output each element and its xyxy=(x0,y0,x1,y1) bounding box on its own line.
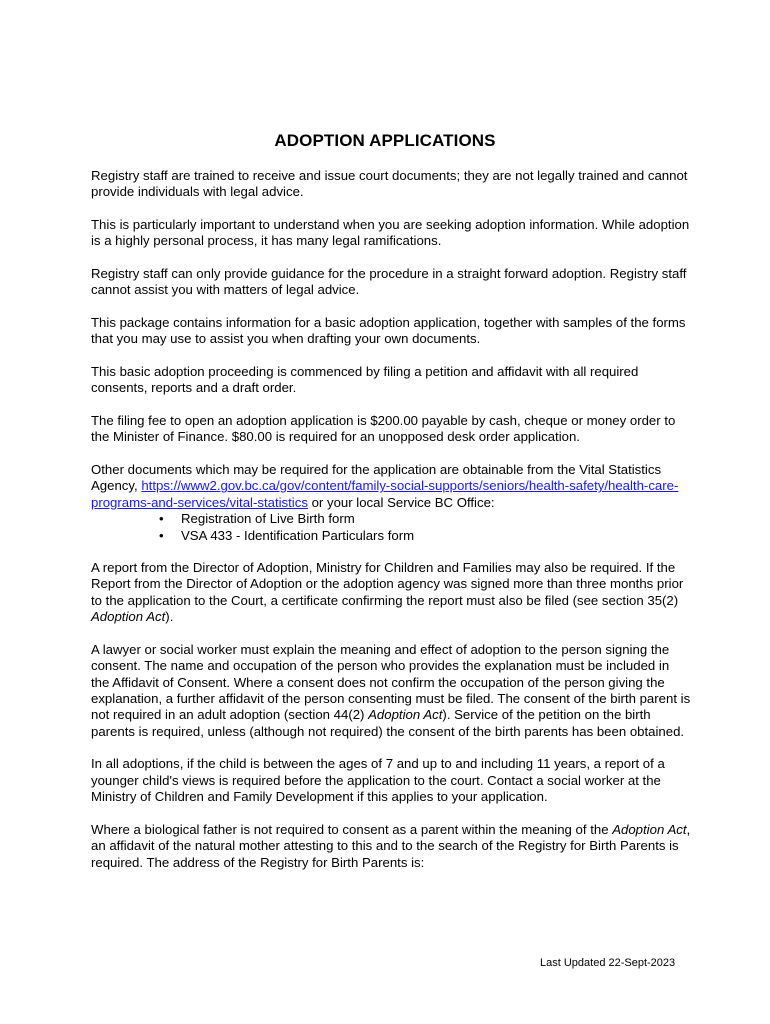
adoption-act-reference: Adoption Act xyxy=(368,707,443,723)
paragraph-consent-explanation xyxy=(91,642,691,740)
list-item-label: VSA 433 - Identification Particulars form xyxy=(181,527,415,543)
paragraph-proceeding: This basic adoption proceeding is commenced by filing a petition and affidavit with all required consents, reports and a draft order. xyxy=(91,364,639,396)
document-body xyxy=(91,168,691,887)
required-forms-list xyxy=(91,511,691,544)
paragraph-director-report xyxy=(91,560,691,626)
director-report-text-end: ). xyxy=(165,609,174,625)
paragraph-importance: This is particularly important to understand when you are seeking adoption information. While adoption is a highly personal process, it has many legal ramifications. xyxy=(91,217,690,249)
paragraph-legal-advice: Registry staff are trained to receive and issue court documents; they are not legally trained and cannot provide individuals with legal advice. xyxy=(91,168,688,200)
other-documents-text-end: or your local Service BC Office: xyxy=(307,494,495,510)
paragraph-other-documents xyxy=(91,462,691,511)
list-item xyxy=(91,528,691,544)
other-documents-text: Other documents which may be required for the application are obtainable from the Vital Statistics Agency, xyxy=(91,462,662,494)
biological-father-text: Where a biological father is not required to consent as a parent within the meaning of the xyxy=(91,821,613,837)
bullet-icon: • xyxy=(159,511,164,527)
consent-text-end: ). Service of the petition on the birth parents is required, unless (although not required) the consent of the birth parents has been obtained. xyxy=(91,707,685,739)
paragraph-package-contents: This package contains information for a basic adoption application, together with samples of the forms that you may use to assist you when drafting your own documents. xyxy=(91,315,686,347)
adoption-act-reference: Adoption Act xyxy=(91,609,166,625)
consent-text: A lawyer or social worker must explain the meaning and effect of adoption to the person signing the consent. The name and occupation of the person who provides the explanation must be included in the Affidavit of Consent. Where a consent does not confirm the occupation of the person giving the explanation, a further affidavit of the person consenting must be filed. The consent of the birth parent is not required in an adult adoption (section 44(2) xyxy=(91,641,691,723)
vital-statistics-link[interactable]: https://www2.gov.bc.ca/gov/content/family-social-supports/seniors/health-safety/health-care-programs-and-services/vital-statistics xyxy=(91,478,679,510)
page-title: ADOPTION APPLICATIONS xyxy=(274,131,496,150)
paragraph-guidance: Registry staff can only provide guidance for the procedure in a straight forward adoption. Registry staff cannot assist you with matters of legal advice. xyxy=(91,266,687,298)
biological-father-text-end: , an affidavit of the natural mother attesting to this and to the search of the Registry for Birth Parents is required. The address of the Registry for Birth Parents is: xyxy=(91,821,691,870)
bullet-icon: • xyxy=(159,527,164,543)
paragraph-biological-father xyxy=(91,822,691,871)
paragraph-filing-fee: The filing fee to open an adoption application is $200.00 payable by cash, cheque or money order to the Minister of Finance. $80.00 is required for an unopposed desk order application. xyxy=(91,413,676,445)
adoption-act-reference: Adoption Act xyxy=(612,821,687,837)
list-item-label: Registration of Live Birth form xyxy=(181,511,355,527)
paragraph-child-views: In all adoptions, if the child is between the ages of 7 and up to and including 11 years, a report of a younger child's views is required before the application to the court. Contact a social worker at the Ministry of Children and Family Development if this applies to your application. xyxy=(91,756,665,805)
list-item xyxy=(91,511,691,527)
last-updated-footer: Last Updated 22-Sept-2023 xyxy=(540,957,676,969)
director-report-text: A report from the Director of Adoption, Ministry for Children and Families may also be required. If the Report from the Director of Adoption or the adoption agency was signed more than three months prior to the application to the Court, a certificate confirming the report must also be filed (see section 35(2) xyxy=(91,560,684,608)
